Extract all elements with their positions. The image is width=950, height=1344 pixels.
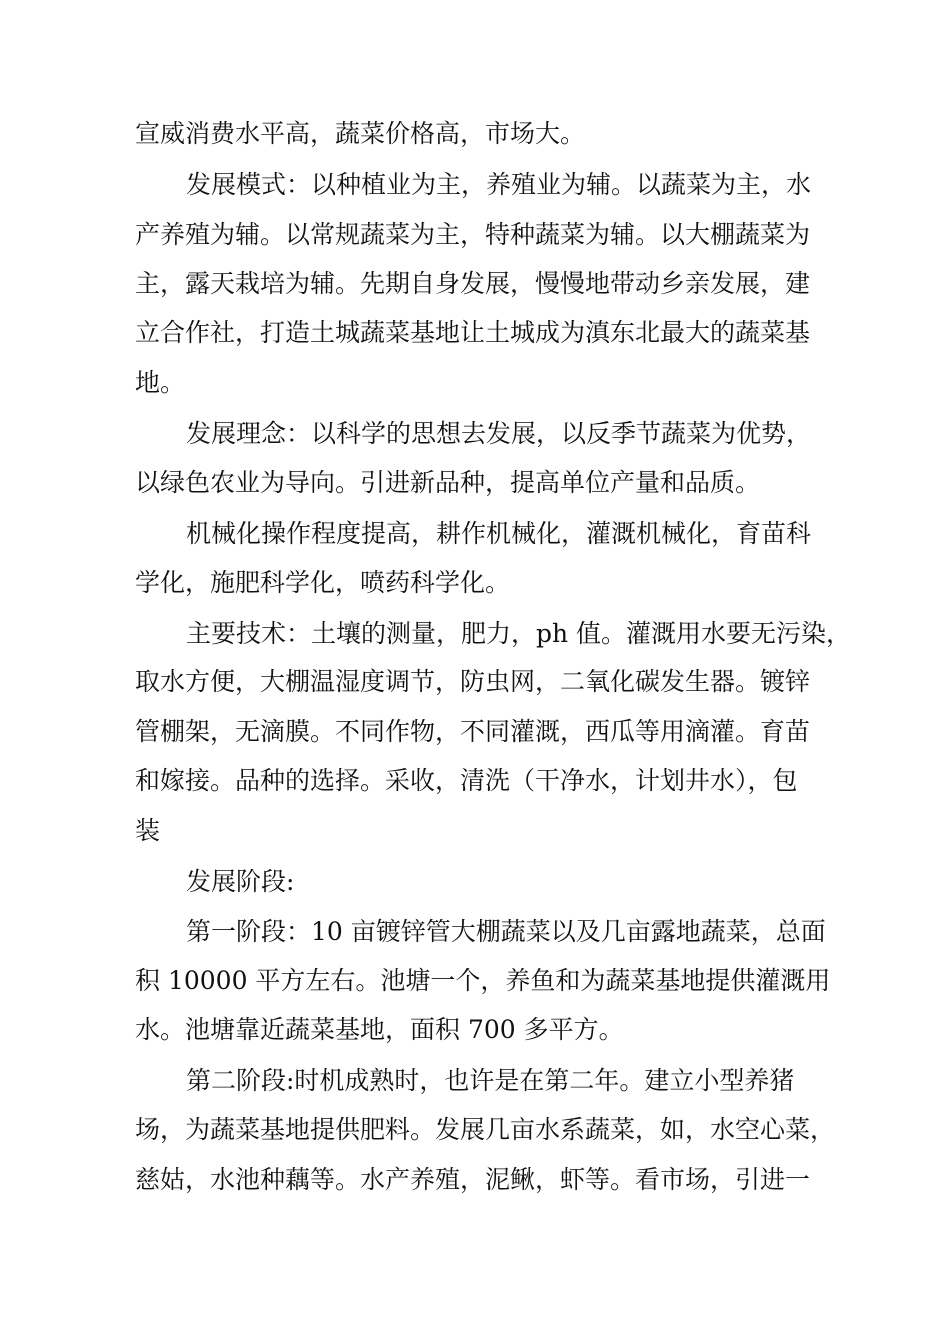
text-line: 场，为蔬菜基地提供肥料。发展几亩水系蔬菜，如，水空心菜， [135,1115,836,1144]
text-line: 地。 [135,368,186,397]
text-line: 慈姑，水池种藕等。水产养殖，泥鳅，虾等。看市场，引进一 [135,1165,811,1194]
paragraph-first-line: 主要技术：土壤的测量，肥力，ph 值。灌溉用水要无污染， [186,619,852,648]
text-line: 学化，施肥科学化，喷药科学化。 [135,568,511,597]
paragraph-first-line: 第一阶段：10 亩镀锌管大棚蔬菜以及几亩露地蔬菜，总面 [186,917,826,946]
text-line: 水。池塘靠近蔬菜基地，面积 700 多平方。 [135,1015,624,1044]
text-line: 宣威消费水平高，蔬菜价格高，市场大。 [135,119,586,148]
text-line: 主，露天栽培为辅。先期自身发展，慢慢地带动乡亲发展，建 [135,269,811,298]
paragraph-first-line: 机械化操作程度提高，耕作机械化，灌溉机械化，育苗科 [186,519,812,548]
text-line: 和嫁接。品种的选择。采收，清洗（干净水，计划井水），包 [135,766,798,795]
text-line: 管棚架，无滴膜。不同作物，不同灌溉，西瓜等用滴灌。育苗 [135,717,811,746]
text-line: 以绿色农业为导向。引进新品种，提高单位产量和品质。 [135,468,761,497]
section-heading: 发展阶段: [186,867,295,896]
paragraph-first-line: 发展理念：以科学的思想去发展，以反季节蔬菜为优势， [186,419,812,448]
text-line: 产养殖为辅。以常规蔬菜为主，特种蔬菜为辅。以大棚蔬菜为 [135,220,811,249]
text-line: 装 [135,816,161,845]
text-line: 取水方便，大棚温湿度调节，防虫网，二氧化碳发生器。镀锌 [135,667,811,696]
paragraph-first-line: 第二阶段:时机成熟时，也许是在第二年。建立小型养猪 [186,1066,795,1095]
paragraph-first-line: 发展模式：以种植业为主，养殖业为辅。以蔬菜为主，水 [186,170,812,199]
text-line: 积 10000 平方左右。池塘一个，养鱼和为蔬菜基地提供灌溉用 [135,966,831,995]
text-line: 立合作社，打造土城蔬菜基地让土城成为滇东北最大的蔬菜基 [135,318,811,347]
